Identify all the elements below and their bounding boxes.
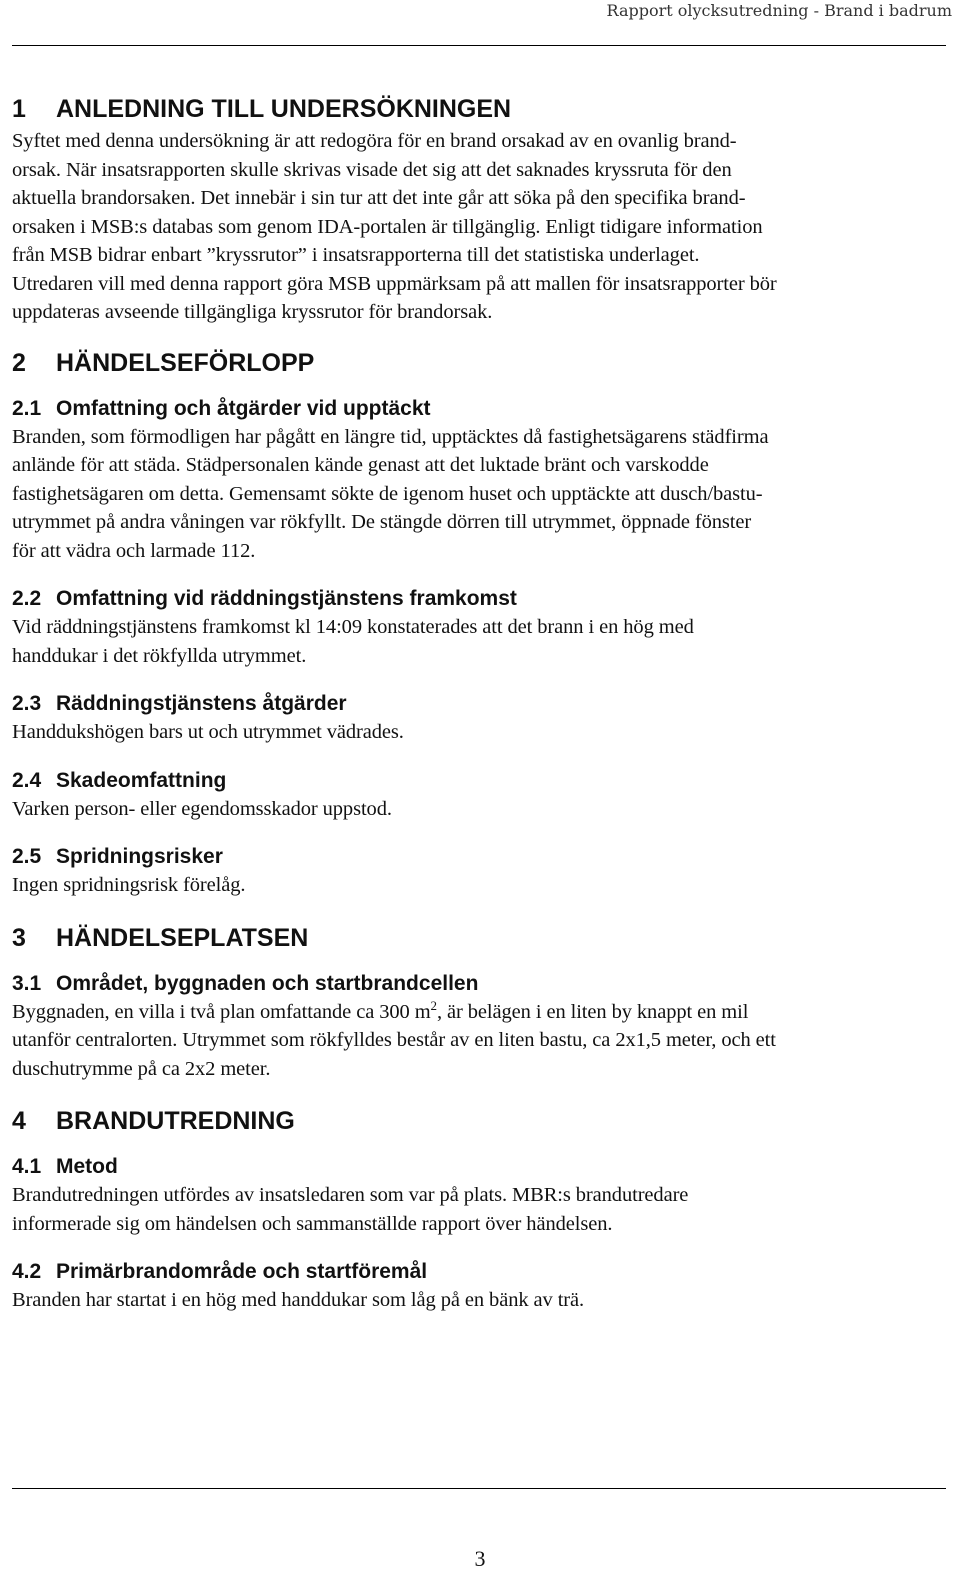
- subsection-number: 2.4: [12, 768, 42, 792]
- subsection-heading-4-1: [12, 1153, 948, 1181]
- text-line: Varken person- eller egendomsskador uppstod.: [12, 797, 392, 820]
- text-segment: Byggnaden, en villa i två plan omfattande ca 300 m: [12, 1000, 431, 1023]
- header-divider: [12, 45, 946, 46]
- document-body: [12, 93, 948, 1315]
- subsection-heading-2-3: [12, 690, 948, 718]
- subsection-heading-2-2: [12, 585, 948, 613]
- section-heading-1: [12, 93, 948, 125]
- text-line: handdukar i det rökfyllda utrymmet.: [12, 644, 307, 667]
- paragraph-2-3: [12, 718, 948, 747]
- section-title: HÄNDELSEFÖRLOPP: [56, 348, 315, 377]
- paragraph-2-2: [12, 613, 948, 670]
- subsection-title: Området, byggnaden och startbrandcellen: [56, 971, 479, 995]
- text-line: från MSB bidrar enbart ”kryssrutor” i insatsrapporterna till det statistiska underlaget.: [12, 244, 700, 266]
- text-line: Syftet med denna undersökning är att redogöra för en brand orsakad av en ovanlig brand-: [12, 130, 737, 152]
- running-header: Rapport olycksutredning - Brand i badrum: [606, 1, 952, 20]
- text-segment: , är belägen i en liten by knappt en mil: [436, 1000, 749, 1023]
- text-line: utrymmet på andra våningen var rökfyllt. De stängde dörren till utrymmet, öppnade fönster: [12, 511, 752, 533]
- section-number: 1: [12, 95, 26, 123]
- text-line: Vid räddningstjänstens framkomst kl 14:09 konstaterades att det brann i en hög med: [12, 616, 694, 638]
- section-heading-3: [12, 922, 948, 954]
- subsection-title: Metod: [56, 1155, 118, 1178]
- subsection-number: 4.1: [12, 1155, 42, 1178]
- subsection-heading-2-5: [12, 843, 948, 871]
- text-line: aktuella brandorsaken. Det innebär i sin tur att det inte går att söka på den specifika brand-: [12, 187, 746, 209]
- section-heading-2: [12, 347, 948, 379]
- subsection-number: 2.2: [12, 587, 42, 610]
- text-line: Branden, som förmodligen har pågått en längre tid, upptäcktes då fastighetsägarens städfirma: [12, 425, 769, 448]
- paragraph-4-2: [12, 1286, 948, 1315]
- section-number: 2: [12, 348, 26, 377]
- subsection-title: Räddningstjänstens åtgärder: [56, 692, 347, 715]
- text-line: Utredaren vill med denna rapport göra MSB uppmärksam på att mallen för insatsrapporter bör: [12, 272, 777, 295]
- subsection-title: Spridningsrisker: [56, 845, 223, 868]
- paragraph-2-4: [12, 795, 948, 824]
- subsection-number: 2.3: [12, 692, 42, 715]
- subsection-title: Primärbrandområde och startföremål: [56, 1260, 428, 1283]
- paragraph-2-5: [12, 871, 948, 900]
- subsection-number: 4.2: [12, 1260, 42, 1283]
- text-line: Brandutredningen utfördes av insatsledaren som var på plats. MBR:s brandutredare: [12, 1184, 689, 1206]
- text-line: Ingen spridningsrisk förelåg.: [12, 874, 246, 896]
- section-number: 4: [12, 1107, 26, 1135]
- text-line: orsak. När insatsrapporten skulle skrivas visade det sig att det saknades kryssruta för den: [12, 158, 732, 181]
- subsection-title: Omfattning vid räddningstjänstens framkomst: [56, 587, 517, 610]
- subsection-heading-2-4: [12, 767, 948, 795]
- section-heading-4: [12, 1105, 948, 1137]
- paragraph-2-1: [12, 423, 948, 566]
- text-line: [12, 998, 948, 1027]
- subsection-title: Skadeomfattning: [56, 768, 227, 792]
- subsection-heading-3-1: [12, 970, 948, 998]
- text-line: Branden har startat i en hög med handdukar som låg på en bänk av trä.: [12, 1289, 585, 1311]
- section-number: 3: [12, 923, 26, 952]
- text-line: informerade sig om händelsen och sammanställde rapport över händelsen.: [12, 1212, 613, 1235]
- text-line: anlände för att städa. Städpersonalen kände genast att det luktade bränt och varskodde: [12, 454, 709, 476]
- subsection-heading-2-1: [12, 395, 948, 423]
- superscript: 2: [430, 997, 437, 1013]
- subsection-number: 2.1: [12, 396, 42, 420]
- paragraph-3-1: [12, 998, 948, 1084]
- subsection-number: 2.5: [12, 845, 42, 868]
- subsection-heading-4-2: [12, 1258, 948, 1286]
- text-line: Handdukshögen bars ut och utrymmet vädrades.: [12, 721, 404, 743]
- section-title: HÄNDELSEPLATSEN: [56, 923, 309, 952]
- footer-divider: [12, 1488, 946, 1489]
- section-title: ANLEDNING TILL UNDERSÖKNINGEN: [56, 95, 512, 123]
- paragraph-anledning: [12, 127, 948, 327]
- text-line: uppdateras avseende tillgängliga kryssrutor för brandorsak.: [12, 301, 493, 323]
- text-line: fastighetsägaren om detta. Gemensamt sökte de igenom huset och upptäckte att dusch/bastu-: [12, 482, 763, 505]
- text-line: för att vädra och larmade 112.: [12, 539, 256, 562]
- text-line: duschutrymme på ca 2x2 meter.: [12, 1057, 271, 1080]
- subsection-title: Omfattning och åtgärder vid upptäckt: [56, 396, 431, 420]
- subsection-number: 3.1: [12, 971, 42, 995]
- page-number: 3: [474, 1546, 486, 1571]
- section-title: BRANDUTREDNING: [56, 1107, 295, 1135]
- text-line: orsaken i MSB:s databas som genom IDA-portalen är tillgänglig. Enligt tidigare information: [12, 215, 763, 238]
- paragraph-4-1: [12, 1181, 948, 1238]
- text-line: utanför centralorten. Utrymmet som rökfylldes består av en liten bastu, ca 2x1,5 meter, och ett: [12, 1029, 776, 1051]
